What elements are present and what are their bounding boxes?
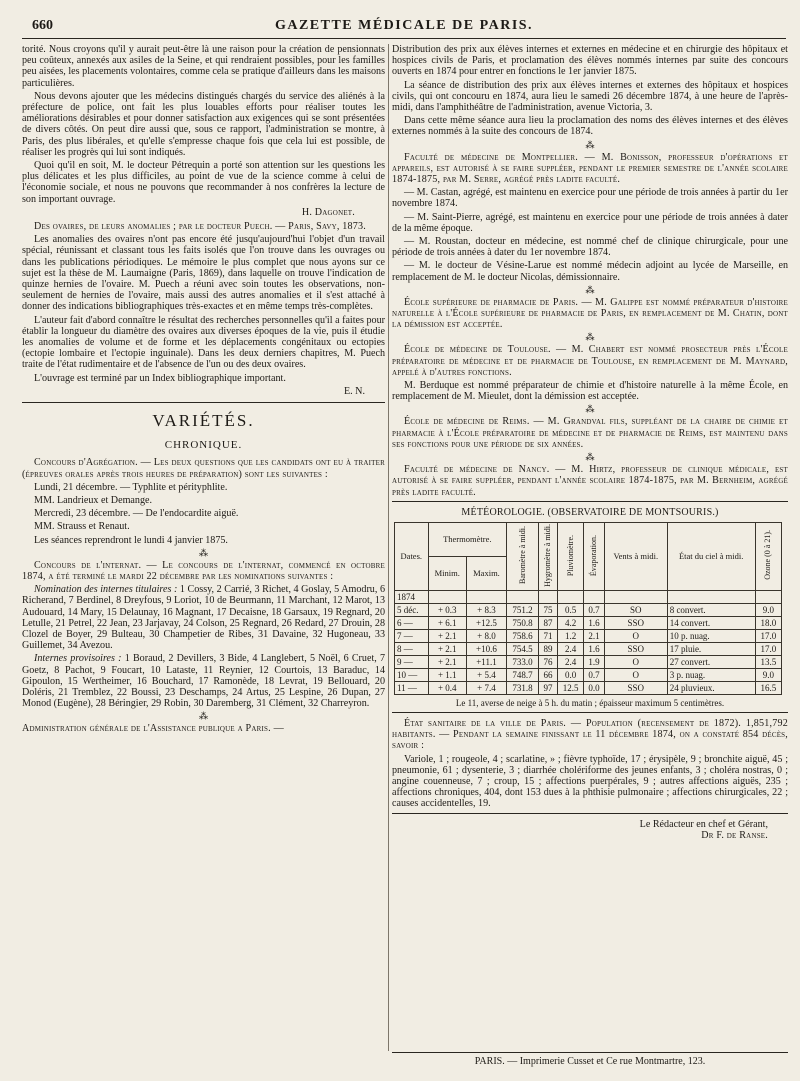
paragraph: — M. Castan, agrégé, est maintenu en exercice pour une période de trois années à partir du 1er novembre 1874. — [392, 187, 788, 210]
table-cell: 10 — — [395, 668, 429, 681]
column-header: Pluviomètre. — [565, 534, 575, 576]
page-number: 660 — [32, 18, 53, 33]
paragraph: Administration générale de l'Assistance publique a Paris. — — [22, 723, 284, 735]
table-cell: 1.6 — [584, 642, 605, 655]
right-column — [392, 44, 788, 841]
page-title: GAZETTE MÉDICALE DE PARIS. — [274, 18, 534, 33]
list-item: MM. Strauss et Renaut. — [34, 521, 130, 533]
table-cell: 87 — [539, 616, 558, 629]
table-cell: O — [604, 655, 667, 668]
table-cell: O — [604, 668, 667, 681]
book-title: Des ovaires, de leurs anomalies ; par le docteur Puech. — Paris, Savy, 1873. — [34, 221, 367, 233]
table-cell: 731.8 — [507, 681, 539, 694]
table-cell: 0.7 — [584, 603, 605, 616]
editor-name: Dr F. de Ranse. — [701, 829, 768, 841]
table-cell: +11.1 — [466, 655, 506, 668]
table-cell: 5 déc. — [395, 603, 429, 616]
paragraph: Concours d'Agrégation. — Les deux questions que les candidats ont eu à traiter (épreuves orales après trois heures de préparation) sont les suivantes : — [22, 457, 385, 480]
table-cell: 18.0 — [755, 616, 781, 629]
printer-footer: PARIS. — Imprimerie Cusset et Ce rue Montmartre, 123. — [392, 1052, 788, 1067]
table-cell: SO — [604, 603, 667, 616]
paragraph: L'auteur fait d'abord connaître le résultat des recherches personnelles qu'il a faites pour établir la longueur du diamètre des ovaires aux diverses époques de la vie, puis il étudie les anomalies de volume et de forme et les déplacements congénitaux ou ectopies (ectopie lombaire et l'ectopie inguinale). Dans les deux derniers chapitres, M. Puech traite de l'état rudimentaire et de l'absence de l'un ou des deux ovaires. — [22, 314, 385, 371]
table-cell: 12.5 — [557, 681, 583, 694]
column-header: Vents à midi. — [604, 522, 667, 590]
paragraph: École de médecine de Reims. — M. Grandval fils, suppléant de la chaire de chimie et pharmacie à l'École préparatoire de médecine et de pharmacie de Reims, est maintenu dans ses fonctions pour une période de six années. — [392, 416, 788, 450]
table-cell: 16.5 — [755, 681, 781, 694]
table-cell: 750.8 — [507, 616, 539, 629]
table-cell: + 6.1 — [428, 616, 466, 629]
paragraph: M. Berduque est nommé préparateur de chimie et d'histoire naturelle à la même École, en remplacement de M. Mieulet, dont la démission est acceptée. — [392, 380, 788, 403]
paragraph: Dans cette même séance aura lieu la proclamation des noms des élèves internes et des élèves externes nommés à la suite des concours de 1874. — [392, 115, 788, 138]
signature: H. Dagonet. — [301, 206, 355, 218]
table-row — [395, 655, 782, 668]
table-cell: 0.0 — [584, 681, 605, 694]
table-row — [395, 642, 782, 655]
table-cell: 10 p. nuag. — [667, 629, 755, 642]
table-cell: 8 — — [395, 642, 429, 655]
table-row — [395, 616, 782, 629]
column-header: État du ciel à midi. — [667, 522, 755, 590]
column-divider — [388, 44, 389, 1051]
left-column — [22, 44, 385, 737]
table-cell: 75 — [539, 603, 558, 616]
paragraph: Faculté de médecine de Nancy. — M. Hirtz, professeur de clinique médicale, est autorisé à se faire suppléer, pendant l'année scolaire 1874-1875, par M. Bernheim, agrégé près ladite faculté. — [392, 464, 788, 498]
separator-stars: ⁂ — [585, 284, 595, 295]
table-cell: 27 convert. — [667, 655, 755, 668]
list-item: Mercredi, 23 décembre. — De l'endocardite aiguë. — [34, 508, 239, 520]
column-header: Baromètre à midi. — [517, 526, 527, 585]
table-cell: + 2.1 — [428, 655, 466, 668]
table-cell: 17.0 — [755, 642, 781, 655]
table-cell: 13.5 — [755, 655, 781, 668]
paragraph: — M. Saint-Pierre, agrégé, est maintenu en exercice pour une période de trois années à dater de la même époque. — [392, 211, 788, 234]
table-cell: SSO — [604, 616, 667, 629]
column-header: Ozone (0 à 21). — [763, 530, 773, 581]
table-cell: 2.1 — [584, 629, 605, 642]
column-header: Évaporation. — [589, 534, 599, 576]
list-item: Les séances reprendront le lundi 4 janvier 1875. — [34, 534, 228, 546]
table-cell: 2.4 — [557, 655, 583, 668]
paragraph: Distribution des prix aux élèves internes et externes en médecine et en chirurgie des hôpitaux et hospices civils de Paris, et proclamation des élèves nommés internes par suite des concours ouverts en 1874 pour entrer en fonctions le 1er janvier 1875. — [392, 44, 788, 78]
table-cell: 8 convert. — [667, 603, 755, 616]
table-cell: 1.2 — [557, 629, 583, 642]
table-cell: SSO — [604, 681, 667, 694]
table-cell: 17 pluie. — [667, 642, 755, 655]
section-rule — [22, 402, 385, 403]
section-rule — [392, 712, 788, 713]
list-item: Lundi, 21 décembre. — Typhlite et pérityphlite. — [34, 481, 228, 493]
table-cell: 17.0 — [755, 629, 781, 642]
meteo-title: MÉTÉOROLOGIE. (OBSERVATOIRE DE MONTSOURIS.) — [461, 506, 719, 518]
table-cell: 1.6 — [584, 616, 605, 629]
subsection-heading: CHRONIQUE. — [164, 439, 243, 452]
table-cell: + 0.4 — [428, 681, 466, 694]
label: Internes provisoires : — [34, 653, 122, 665]
table-cell: 0.7 — [584, 668, 605, 681]
separator-stars: ⁂ — [199, 547, 208, 558]
table-cell: 748.7 — [507, 668, 539, 681]
paragraph: — M. le docteur de Vésine-Larue est nommé médecin adjoint au lycée de Marseille, en remplacement de M. le docteur Nicolas, démissionnaire. — [392, 260, 788, 283]
paragraph: Nous devons ajouter que les médecins distingués chargés du service des aliénés à la préfecture de police, ont fait les plus louables efforts pour réaliser toutes les améliorations désirables et pour donner satisfaction aux exigences qui se sont présentées de divers côtés. On peut dire aussi que, sous ce rapport, l'administration se montre, à Paris, des plus libérales, et qu'elle s'empresse chaque fois que cela lui est possible, de réaliser les progrès qui lui sont indiqués. — [22, 90, 385, 158]
table-cell: + 2.1 — [428, 642, 466, 655]
column-header: Minim. — [428, 556, 466, 590]
paragraph: Concours de l'internat. — Le concours de l'internat, commencé en octobre 1874, a été terminé le mardi 22 décembre par les nominations suivantes : — [22, 559, 385, 582]
table-cell: + 2.1 — [428, 629, 466, 642]
names-list: 1 Boraud, 2 Devillers, 3 Bide, 4 Langlebert, 5 Noël, 6 Cruet, 7 Goetz, 8 Pachot, 9 Foucart, 10 Lataste, 11 Reynier, 12 Courtois, 13 Baraduc, 14 Gipoulon, 15 Wertheimer, 16 Bouchard, 17 Ramonède, 18 Levrat, 19 Bellouard, 20 Doléris, 21 Tremblez, 22 Boussi, 23 Deschamps, 24 Artus, 25 Lespine, 26 Dupan, 27 Monod (Eugène), 28 Béringier, 29 Robin, 30 Daremberg, 31 Clément, 32 Charreyron. — [22, 653, 386, 710]
paragraph: torité. Nous croyons qu'il y aurait peut-être là une raison pour la création de pensionnats peu coûteux, annexés aux asiles de la Seine, et qui rendraient possibles, pour les familles peu aisées, les placements volontaires, comme cela se pratique d'ailleurs dans les maisons particulières. — [22, 44, 385, 89]
paragraph: État sanitaire de la ville de Paris. — Population (recensement de 1872). 1,851,792 habitants. — Pendant la semaine finissant le 11 décembre 1874, on a constaté 854 décès, savoir : — [392, 717, 788, 752]
table-cell: SSO — [604, 642, 667, 655]
table-cell: 66 — [539, 668, 558, 681]
table-cell: 2.4 — [557, 642, 583, 655]
separator-stars: ⁂ — [585, 452, 595, 463]
table-cell: 751.2 — [507, 603, 539, 616]
page-header — [22, 4, 786, 39]
table-cell: 3 p. nuag. — [667, 668, 755, 681]
paragraph: École de médecine de Toulouse. — M. Chabert est nommé prosecteur près l'École préparatoire de médecine et de pharmacie de Toulouse, en remplacement de M. Maynard, appelé à d'autres fonctions. — [392, 344, 788, 378]
table-row — [395, 681, 782, 694]
table-cell: 754.5 — [507, 642, 539, 655]
table-cell: 14 convert. — [667, 616, 755, 629]
table-cell: + 8.3 — [466, 603, 506, 616]
paragraph: École supérieure de pharmacie de Paris. — M. Galippe est nommé préparateur d'histoire naturelle à l'École supérieure de pharmacie de Paris, en remplacement de M. Chatin, dont la démission est acceptée. — [392, 296, 788, 331]
table-cell: 1874 — [395, 590, 429, 603]
names-list: 1 Cossy, 2 Carrié, 3 Richet, 4 Goslay, 5 Amodru, 6 Richerand, 7 Berdinel, 8 Dreyfous, 9 Loriot, 10 de Beurmann, 11 Marchant, 12 Marot, 13 Audouard, 14 Mary, 15 Delaunay, 16 Magnant, 17 Decaisne, 18 Garsaux, 19 Regnard, 20 Letulle, 21 Petrel, 22 Jean, 23 Jarjavay, 24 Colson, 25 Regnard, 26 Redard, 27 Drouin, 28 Clozel de Boyer, 29 Bulteau, 30 Champetier de Ribes, 31 Davaine, 32 Hugoneau, 33 Guillemet, 34 Avezou. — [22, 584, 385, 652]
meteo-table — [394, 522, 782, 695]
separator-stars: ⁂ — [585, 332, 595, 343]
separator-stars: ⁂ — [585, 404, 595, 415]
table-cell: 71 — [539, 629, 558, 642]
section-heading: VARIÉTÉS. — [152, 411, 255, 431]
label: Nomination des internes titulaires : — [34, 584, 178, 596]
separator-stars: ⁂ — [199, 711, 208, 722]
table-cell: 7 — — [395, 629, 429, 642]
table-cell: + 8.0 — [466, 629, 506, 642]
paragraph: Quoi qu'il en soit, M. le docteur Pétrequin a porté son attention sur les questions les plus délicates et les plus difficiles, au point de vue de la science comme à celui de l'économie sociale, et nous ne pouvons que recommander à nos confrères la lecture de son important ouvrage. — [22, 160, 385, 205]
table-row — [395, 629, 782, 642]
table-cell: + 1.1 — [428, 668, 466, 681]
table-cell: 9 — — [395, 655, 429, 668]
signature: E. N. — [343, 385, 365, 397]
table-cell: 97 — [539, 681, 558, 694]
section-rule — [392, 813, 788, 814]
column-header: Maxim. — [466, 556, 506, 590]
table-cell: 89 — [539, 642, 558, 655]
table-cell: + 7.4 — [466, 681, 506, 694]
table-cell: + 0.3 — [428, 603, 466, 616]
section-rule — [392, 501, 788, 502]
table-cell: 9.0 — [755, 603, 781, 616]
paragraph: Variole, 1 ; rougeole, 4 ; scarlatine, » ; fièvre typhoïde, 17 ; érysipèle, 9 ; bronchite aiguë, 45 ; pneumonie, 61 ; dysenterie, 3 ; diarrhée cholériforme des jeunes enfants, 3 ; choléra nostras, 0 ; angine couenneuse, 7 ; croup, 15 ; affections puerpérales, 9 ; autres affections aiguës, 235 ; affections chroniques, 404, dont 153 dues à la phthisie pulmonaire ; affections chirurgicales, 22 ; causes accidentelles, 19. — [392, 753, 788, 810]
table-cell: 76 — [539, 655, 558, 668]
table-cell: 1.9 — [584, 655, 605, 668]
editor-line: Le Rédacteur en chef et Gérant, — [639, 818, 768, 830]
paragraph: L'ouvrage est terminé par un Index bibliographique important. — [34, 372, 286, 384]
table-row — [395, 603, 782, 616]
column-header: Thermomètre. — [428, 522, 506, 556]
table-cell: 0.0 — [557, 668, 583, 681]
table-cell: 11 — — [395, 681, 429, 694]
table-cell: +10.6 — [466, 642, 506, 655]
paragraph: Faculté de médecine de Montpellier. — M. Bonisson, professeur d'opérations et appareils, est autorisé à se faire suppléer, pendant le premier semestre de l'année scolaire 1874-1875, par M. Serre, agrégé près ladite faculté. — [392, 151, 788, 186]
table-cell: 733.0 — [507, 655, 539, 668]
paragraph: La séance de distribution des prix aux élèves internes et externes des hôpitaux et hospices civils, qui ont concouru en 1874, aura lieu le samedi 26 décembre 1874, à une heure de l'après-midi, dans l'amphithéâtre de l'administration, avenue Victoria, 3. — [392, 79, 788, 114]
table-cell: 4.2 — [557, 616, 583, 629]
table-cell: 6 — — [395, 616, 429, 629]
table-cell: O — [604, 629, 667, 642]
paragraph: Les anomalies des ovaires n'ont pas encore été jusqu'aujourd'hui l'objet d'un travail spécial, réunissant et classant tous les faits isolés que l'on trouve dans les ouvrages ou dans les publications périodiques. Le mémoire le plus complet que nous ayons sur ce sujet est la thèse de M. Laumaigne (Paris, 1869), dans laquelle on trouve l'indication de quinze hernies de l'ovaire. M. Puech a réuni avec soin toutes les observations, non-seulement de hernies de l'ovaire, mais aussi des autres anomalies et il s'est attaché à donner des indications bibliographiques très-exactes et en même temps très-complètes. — [22, 234, 385, 313]
column-header: Hygromètre à midi. — [542, 523, 552, 587]
list-item: MM. Landrieux et Demange. — [34, 494, 153, 506]
table-row — [395, 668, 782, 681]
separator-stars: ⁂ — [585, 139, 595, 150]
column-header: Dates. — [395, 522, 429, 590]
table-cell: 9.0 — [755, 668, 781, 681]
table-cell: 24 pluvieux. — [667, 681, 755, 694]
meteo-table-body — [395, 590, 782, 694]
table-cell: 0.5 — [557, 603, 583, 616]
table-cell: +12.5 — [466, 616, 506, 629]
meteo-note: Le 11, averse de neige à 5 h. du matin ; épaisseur maximum 5 centimètres. — [455, 697, 725, 708]
table-cell: 758.6 — [507, 629, 539, 642]
paragraph: — M. Roustan, docteur en médecine, est nommé chef de clinique chirurgicale, pour une période de trois années à dater du 1er novembre 1874. — [392, 236, 788, 259]
table-cell: + 5.4 — [466, 668, 506, 681]
